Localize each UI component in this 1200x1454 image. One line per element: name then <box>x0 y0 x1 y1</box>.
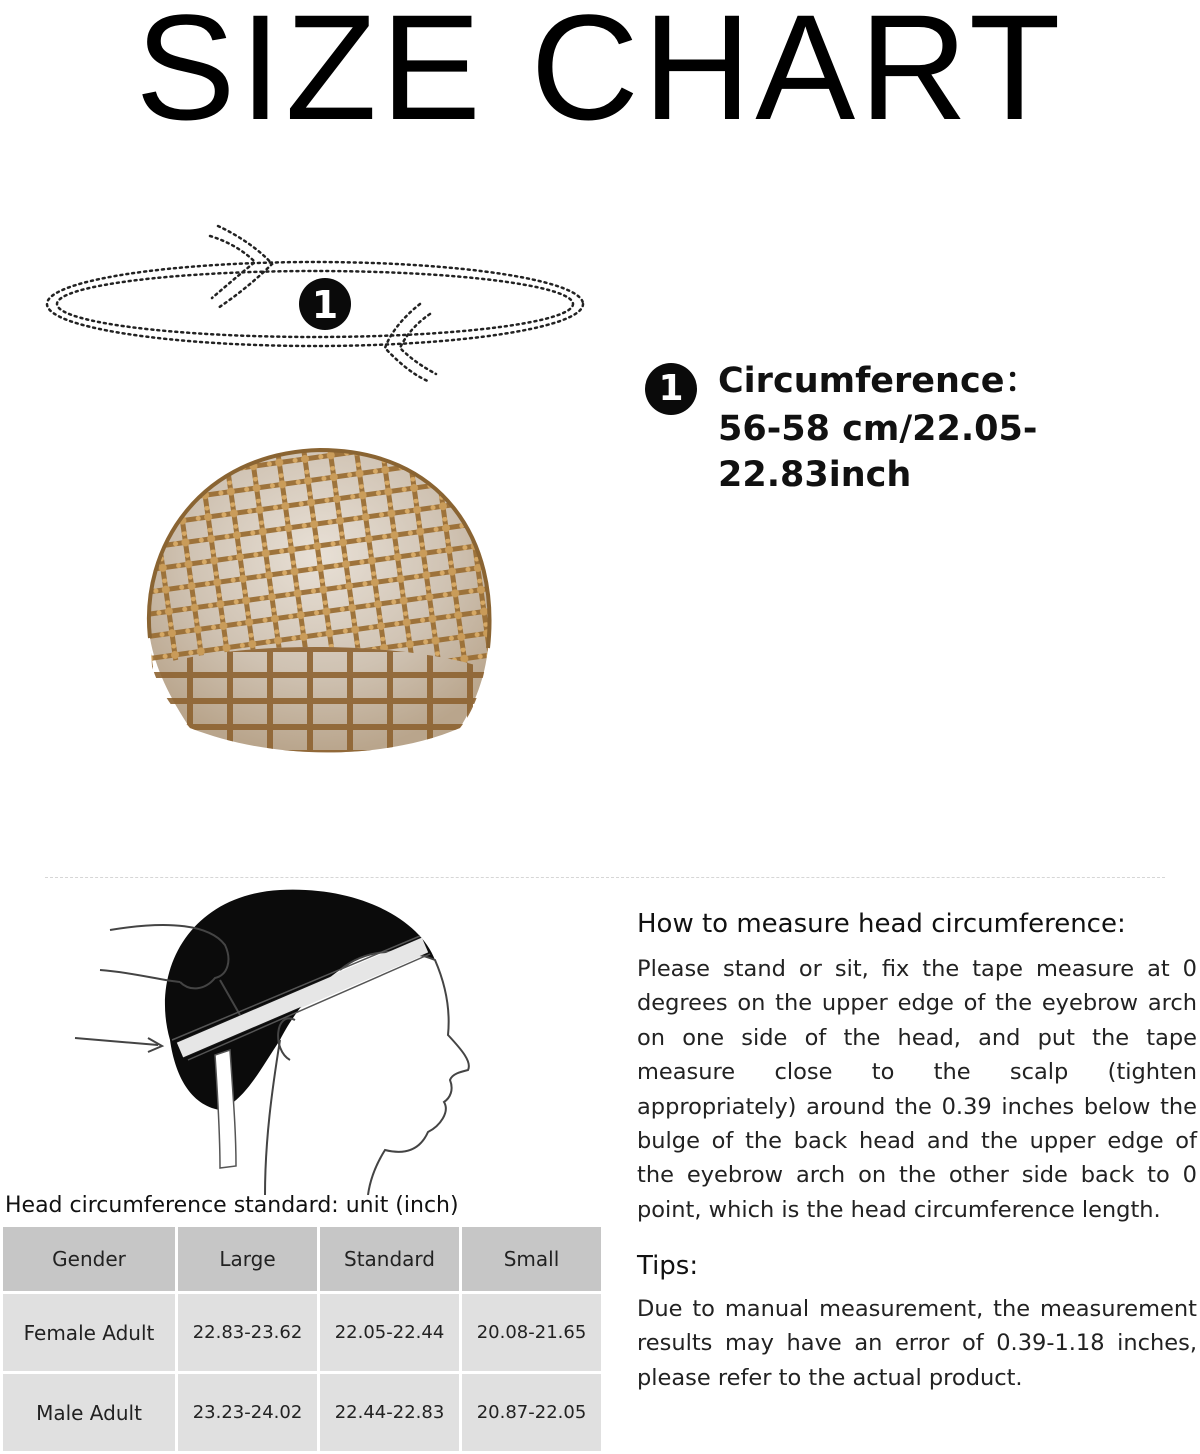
number-badge: 1 <box>645 363 697 415</box>
table-cell: 22.83-23.62 <box>178 1294 317 1371</box>
row-label: Male Adult <box>3 1374 175 1451</box>
header-cell: Gender <box>3 1227 175 1291</box>
ring-number: 1 <box>311 283 339 327</box>
head-measure-illustration <box>10 850 570 1195</box>
size-table <box>0 1224 604 1454</box>
table-header-row <box>3 1227 601 1291</box>
table-cell: 22.05-22.44 <box>320 1294 459 1371</box>
table-cell: 23.23-24.02 <box>178 1374 317 1451</box>
sequin-hat-image <box>130 428 520 778</box>
table-cell: 22.44-22.83 <box>320 1374 459 1451</box>
howto-title: How to measure head circumference: <box>637 909 1126 939</box>
standard-caption: Head circumference standard: unit (inch) <box>5 1193 459 1218</box>
table-row <box>3 1294 601 1371</box>
tips-body: Due to manual measurement, the measurement results may have an error of 0.39-1.18 inches, please refer to the actual product. <box>637 1296 1197 1391</box>
row-label: Female Adult <box>3 1294 175 1371</box>
header-cell: Large <box>178 1227 317 1291</box>
page-title: SIZE CHART <box>135 0 1065 151</box>
table-cell: 20.08-21.65 <box>462 1294 601 1371</box>
table-cell: 20.87-22.05 <box>462 1374 601 1451</box>
circular-arrow-icon <box>40 222 600 392</box>
tips-title: Tips: <box>637 1251 699 1281</box>
circumference-value: 56-58 cm/22.05-22.83inch <box>718 409 1038 495</box>
header-cell: Standard <box>320 1227 459 1291</box>
howto-body: Please stand or sit, fix the tape measure at 0 degrees on the upper edge of the eyebrow arch on one side of the head, and put the tape measure close to the scalp (tighten appropriately) around the 0.39 inches below the bulge of the back head and the upper edge of the eyebrow arch on the other side back to 0 point, which is the head circumference length. <box>637 956 1197 1223</box>
header-cell: Small <box>462 1227 601 1291</box>
circumference-label: Circumference： <box>718 361 1040 401</box>
table-row <box>3 1374 601 1451</box>
